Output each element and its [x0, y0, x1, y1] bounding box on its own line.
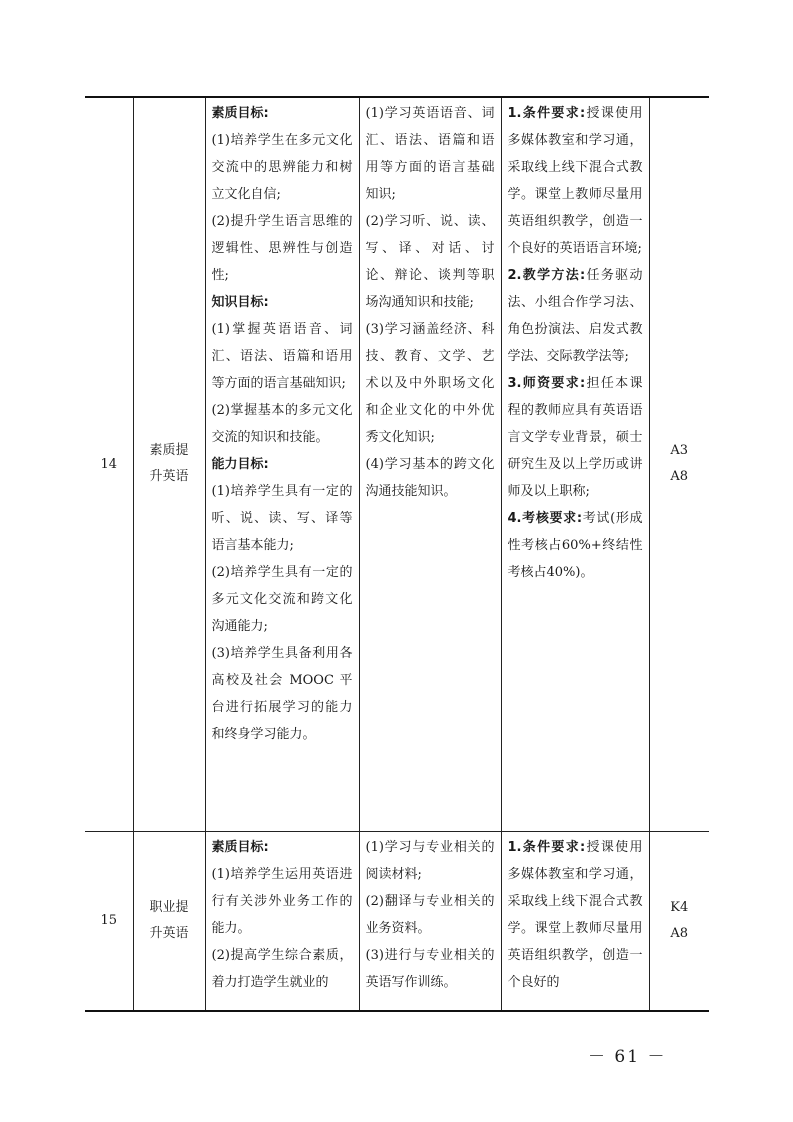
objective-item: (2)培养学生具有一定的多元文化交流和跨文化沟通能力;	[211, 565, 353, 634]
requirement-label: 3.师资要求:	[507, 376, 586, 391]
objective-item: (2)掌握基本的多元文化交流的知识和技能。	[211, 403, 353, 445]
content-item: (1)学习与专业相关的阅读材料;	[365, 839, 495, 882]
content-item: (2)翻译与专业相关的业务资料。	[365, 893, 495, 936]
content-item: (4)学习基本的跨文化沟通技能知识。	[365, 457, 495, 499]
content-item: (3)学习涵盖经济、科技、教育、文学、艺术以及中外职场文化和企业文化的中外优秀文化知识;	[365, 322, 495, 445]
requirement-text: 考试(形成性考核占60%+终结性考核占40%)。	[507, 511, 643, 580]
requirement-label: 4.考核要求:	[507, 511, 583, 526]
requirement-item	[508, 262, 643, 370]
objective-heading: 素质目标:	[211, 106, 269, 121]
requirements-cell	[501, 97, 649, 831]
course-name: 素质提升英语	[133, 97, 205, 831]
requirement-item	[508, 370, 643, 505]
requirement-label: 2.教学方法:	[507, 268, 586, 283]
content-cell	[359, 831, 501, 1011]
objective-item: (2)提高学生综合素质，着力打造学生就业的	[211, 947, 353, 990]
code-cell	[649, 97, 709, 831]
code: A8	[670, 469, 689, 485]
code-cell	[649, 831, 709, 1011]
objective-item: (1)培养学生运用英语进行有关涉外业务工作的能力。	[211, 866, 353, 936]
code: K4	[670, 899, 689, 915]
row-number: 15	[85, 831, 133, 1011]
requirement-item	[508, 834, 643, 996]
requirements-cell	[501, 831, 649, 1011]
requirement-text: 担任本课程的教师应具有英语语言文学专业背景，硕士研究生及以上学历或讲师及以上职称;	[507, 376, 643, 499]
objective-item: (3)培养学生具备利用各高校及社会 MOOC 平台进行拓展学习的能力和终身学习能力。	[211, 646, 353, 742]
objectives-cell	[205, 831, 359, 1011]
requirement-label: 1.条件要求:	[507, 106, 586, 121]
content-item: (1)学习英语语音、词汇、语法、语篇和语用等方面的语言基础知识;	[365, 106, 495, 202]
objective-heading: 知识目标:	[211, 295, 269, 310]
objectives-cell	[205, 97, 359, 831]
objective-item: (1)掌握英语语音、词汇、语法、语篇和语用等方面的语言基础知识;	[211, 322, 353, 391]
objective-heading: 素质目标:	[211, 839, 269, 855]
objective-heading: 能力目标:	[211, 457, 269, 472]
requirement-text: 任务驱动法、小组合作学习法、角色扮演法、启发式教学法、交际教学法等;	[507, 268, 643, 364]
content-item: (2)学习听、说、读、写、译、对话、讨论、辩论、谈判等职场沟通知识和技能;	[365, 214, 495, 310]
course-name: 职业提升英语	[133, 831, 205, 1011]
course-table	[85, 96, 709, 1012]
code: A8	[670, 925, 689, 941]
objective-item: (1)培养学生在多元文化交流中的思辨能力和树立文化自信;	[211, 133, 353, 202]
content-cell	[359, 97, 501, 831]
objective-item: (1)培养学生具有一定的听、说、读、写、译等语言基本能力;	[211, 484, 353, 553]
page-number: － 61 －	[588, 1047, 667, 1067]
objective-item: (2)提升学生语言思维的逻辑性、思辨性与创造性;	[211, 214, 353, 283]
requirement-item	[508, 100, 643, 262]
requirement-item	[508, 505, 643, 586]
requirement-text: 授课使用多媒体教室和学习通，采取线上线下混合式教学。课堂上教师尽量用英语组织教学，创造一个良好的英语语言环境;	[507, 106, 643, 256]
code: A3	[670, 443, 689, 459]
table-row	[85, 831, 709, 1011]
requirement-label: 1.条件要求:	[507, 839, 586, 855]
table-row	[85, 97, 709, 831]
requirement-text: 授课使用多媒体教室和学习通，采取线上线下混合式教学。课堂上教师尽量用英语组织教学，创造一个良好的	[507, 839, 643, 990]
content-item: (3)进行与专业相关的英语写作训练。	[365, 947, 495, 990]
row-number: 14	[85, 97, 133, 831]
